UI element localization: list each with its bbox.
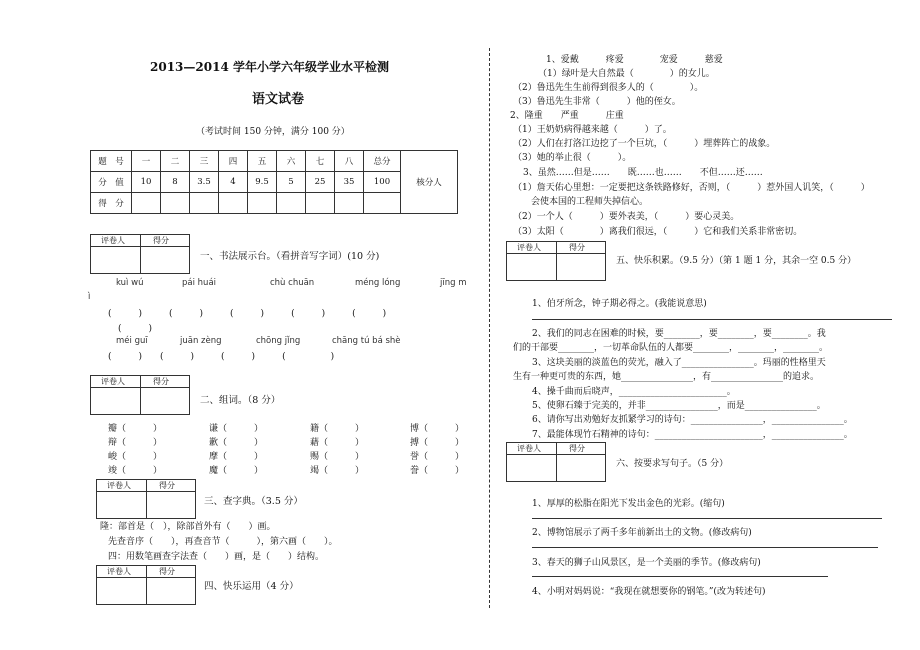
fill-line[interactable]: （1）王奶奶病得越来越（ ）了。 xyxy=(513,125,672,135)
sentence-task: 2、博物馆展示了两千多年前新出土的文物。(修改病句) xyxy=(532,528,752,538)
grade-cell: 5 xyxy=(277,172,306,193)
section-6-title: 六、按要求写句子。（5 分） xyxy=(616,459,729,469)
word-item[interactable]: 藉（ ） xyxy=(310,438,365,448)
grade-cell: 35 xyxy=(335,172,364,193)
score-input-cell[interactable] xyxy=(132,193,161,214)
dictionary-line[interactable]: 先查音序（ ），再查音节（ ），第六画（ ）。 xyxy=(90,537,338,547)
grade-cell: 8 xyxy=(161,172,190,193)
score-box-label: 评卷人 xyxy=(517,243,541,252)
page-divider xyxy=(489,48,490,608)
checker-cell: 核分人 xyxy=(401,151,458,214)
grade-cell: 二 xyxy=(161,151,190,172)
fill-line[interactable]: （3）她的举止很（ ）。 xyxy=(513,153,632,163)
grade-cell: 七 xyxy=(306,151,335,172)
score-box-label: 评卷人 xyxy=(517,444,541,453)
fill-line[interactable]: （3）太阳（ ）离我们很远，（ ）它和我们关系非常密切。 xyxy=(513,227,803,237)
section-2-title: 二、组词。（8 分） xyxy=(200,395,281,406)
score-box xyxy=(506,241,606,281)
grade-cell: 9.5 xyxy=(248,172,277,193)
accumulate-item[interactable]: 6、请你写出劝勉好友抓紧学习的诗句：________________，________________。 xyxy=(532,415,853,425)
score-input-cell[interactable] xyxy=(364,193,401,214)
score-box-label: 评卷人 xyxy=(107,567,131,576)
score-box xyxy=(506,442,606,482)
score-box-label: 得分 xyxy=(153,236,169,245)
pinyin: kuì wú xyxy=(116,278,144,288)
score-input-cell[interactable] xyxy=(190,193,219,214)
word-item[interactable]: 辩（ ） xyxy=(108,438,163,448)
exam-subtitle: 语文试卷 xyxy=(252,92,305,107)
score-box xyxy=(90,375,190,415)
grade-cell: 四 xyxy=(219,151,248,172)
grade-cell: 100 xyxy=(364,172,401,193)
grade-cell: 25 xyxy=(306,172,335,193)
fill-line[interactable]: 会使本国的工程师失掉信心。 xyxy=(513,197,649,207)
word-item[interactable]: 魔（ ） xyxy=(209,466,264,476)
score-box-label: 得分 xyxy=(159,481,175,490)
word-bank: 2、隆重 严重 庄重 xyxy=(510,111,624,121)
word-item[interactable]: 誉（ ） xyxy=(410,452,465,462)
word-item[interactable]: 博（ ） xyxy=(410,424,465,434)
grade-cell: 10 xyxy=(132,172,161,193)
pinyin: méng lóng xyxy=(355,278,401,288)
score-input-cell[interactable] xyxy=(277,193,306,214)
score-box-label: 得分 xyxy=(153,377,169,386)
grade-cell: 三 xyxy=(190,151,219,172)
answer-line[interactable] xyxy=(532,576,828,577)
answer-blanks[interactable]: ( ) ( ) ( ) ( ) xyxy=(108,352,335,362)
word-item[interactable]: 峻（ ） xyxy=(108,452,163,462)
exam-title: 2013—2014 学年小学六年级学业水平检测 xyxy=(150,60,389,74)
word-item[interactable]: 誊（ ） xyxy=(410,466,465,476)
fill-line[interactable]: （2）鲁迅先生生前得到很多人的（ ）。 xyxy=(513,83,704,93)
fill-line[interactable]: （3）鲁迅先生非常（ ）他的侄女。 xyxy=(513,97,681,107)
score-box xyxy=(90,234,190,274)
grade-cell: 六 xyxy=(277,151,306,172)
answer-line[interactable] xyxy=(532,547,878,548)
score-input-cell[interactable] xyxy=(161,193,190,214)
section-5-title: 五、快乐积累。（9.5 分）（第 1 题 1 分，其余一空 0.5 分） xyxy=(616,256,857,266)
grade-table xyxy=(90,150,458,214)
score-box-label: 得分 xyxy=(569,444,585,453)
pinyin: pái huái xyxy=(182,278,217,288)
score-box-label: 得分 xyxy=(569,243,585,252)
answer-blanks[interactable]: ( ) ( ) ( ) ( ) ( ) xyxy=(108,309,387,319)
grade-cell: 一 xyxy=(132,151,161,172)
score-box-label: 评卷人 xyxy=(101,236,125,245)
pinyin: méi guī xyxy=(116,336,148,346)
fill-line[interactable]: （1）绿叶是大自然最（ ）的女儿。 xyxy=(538,69,715,79)
word-item[interactable]: 竣（ ） xyxy=(108,466,163,476)
grade-cell: 总分 xyxy=(364,151,401,172)
score-box xyxy=(96,479,196,519)
score-input-cell[interactable] xyxy=(306,193,335,214)
section-3-title: 三、查字典。（3.5 分） xyxy=(204,496,303,507)
pinyin: ì xyxy=(88,292,91,302)
word-item[interactable]: 瓣（ ） xyxy=(108,424,163,434)
sentence-task: 1、厚厚的松脂在阳光下发出金色的光彩。(缩句) xyxy=(532,499,725,509)
word-bank: 1、爱戴 疼爱 宠爱 慈爱 xyxy=(546,55,723,65)
word-item[interactable]: 搏（ ） xyxy=(410,438,465,448)
score-input-cell[interactable] xyxy=(248,193,277,214)
pinyin: juān zèng xyxy=(180,336,222,346)
word-item[interactable]: 竭（ ） xyxy=(310,466,365,476)
answer-line[interactable] xyxy=(532,518,882,519)
exam-note: （考试时间 150 分钟，满分 100 分） xyxy=(196,127,350,137)
grade-cell: 题 号 xyxy=(91,151,132,172)
accumulate-item[interactable]: 们的干部要________，一切革命队伍的人都要________，________，________。 xyxy=(513,343,829,353)
fill-line[interactable]: （1）詹天佑心里想：一定要把这条铁路修好，否则，（ ）惹外国人讥笑，（ ） xyxy=(513,183,870,193)
grade-cell: 五 xyxy=(248,151,277,172)
fill-line[interactable]: （2）人们在打洛江边挖了一个巨坑，（ ）埋葬阵亡的战象。 xyxy=(513,139,776,149)
section-4-title: 四、快乐运用（4 分） xyxy=(204,581,299,592)
accumulate-item[interactable]: 3、这块美丽的淡蓝色的荧光，融入了________________。玛丽的性格里天 xyxy=(532,358,826,368)
word-item[interactable]: 赐（ ） xyxy=(310,452,365,462)
accumulate-item[interactable]: 2、我们的同志在困难的时候，要________，要________，要________。我 xyxy=(532,329,826,339)
score-input-cell[interactable] xyxy=(219,193,248,214)
grade-cell: 3.5 xyxy=(190,172,219,193)
grade-cell: 4 xyxy=(219,172,248,193)
grade-cell: 得 分 xyxy=(91,193,132,214)
pinyin: chāng tú bá shè xyxy=(332,336,401,346)
accumulate-item[interactable]: 5、使卵石臻于完美的，并非________________，而是________________。 xyxy=(532,401,826,411)
fill-line[interactable]: （2）一个人（ ）要外表美，（ ）要心灵美。 xyxy=(513,212,740,222)
pinyin: jīng m xyxy=(440,278,467,288)
score-input-cell[interactable] xyxy=(335,193,364,214)
word-bank: 3、虽然……但是…… 既……也…… 不但……还…… xyxy=(523,168,763,178)
pinyin: chōng jǐng xyxy=(256,336,301,346)
score-box-label: 评卷人 xyxy=(101,377,125,386)
answer-blanks[interactable]: ( ) xyxy=(118,324,153,334)
dictionary-line[interactable]: 隆：部首是（ ），除部首外有（ ）画。 xyxy=(100,522,276,532)
grade-cell: 分 值 xyxy=(91,172,132,193)
sentence-task: 3、春天的狮子山风景区，是一个美丽的季节。(修改病句) xyxy=(532,558,761,568)
accumulate-item[interactable]: 生有一种更可贵的东西，她________________，有________________的追求。 xyxy=(513,372,820,382)
word-item[interactable]: 谦（ ） xyxy=(209,424,264,434)
section-1-title: 一、书法展示台。（看拼音写字词）(10 分) xyxy=(200,251,380,262)
grade-cell: 八 xyxy=(335,151,364,172)
sentence-task: 4、小明对妈妈说：“我现在就想要你的钢笔。”(改为转述句) xyxy=(532,587,766,597)
accumulate-item[interactable]: 7、最能体现竹石精神的诗句：________________________，________________。 xyxy=(532,430,853,440)
word-item[interactable]: 籍（ ） xyxy=(310,424,365,434)
pinyin: chù chuān xyxy=(270,278,315,288)
answer-line[interactable] xyxy=(532,319,892,320)
word-item[interactable]: 摩（ ） xyxy=(209,452,264,462)
score-box xyxy=(96,565,196,605)
dictionary-line[interactable]: 四：用数笔画查字法查（ ）画，是（ ）结构。 xyxy=(90,552,325,562)
word-item[interactable]: 歉（ ） xyxy=(209,438,264,448)
score-box-label: 评卷人 xyxy=(107,481,131,490)
accumulate-item[interactable]: 1、伯牙所念，钟子期必得之。(我能说意思) xyxy=(532,299,707,309)
score-box-label: 得分 xyxy=(159,567,175,576)
accumulate-item[interactable]: 4、操千曲而后晓声，________________________。 xyxy=(532,387,736,397)
